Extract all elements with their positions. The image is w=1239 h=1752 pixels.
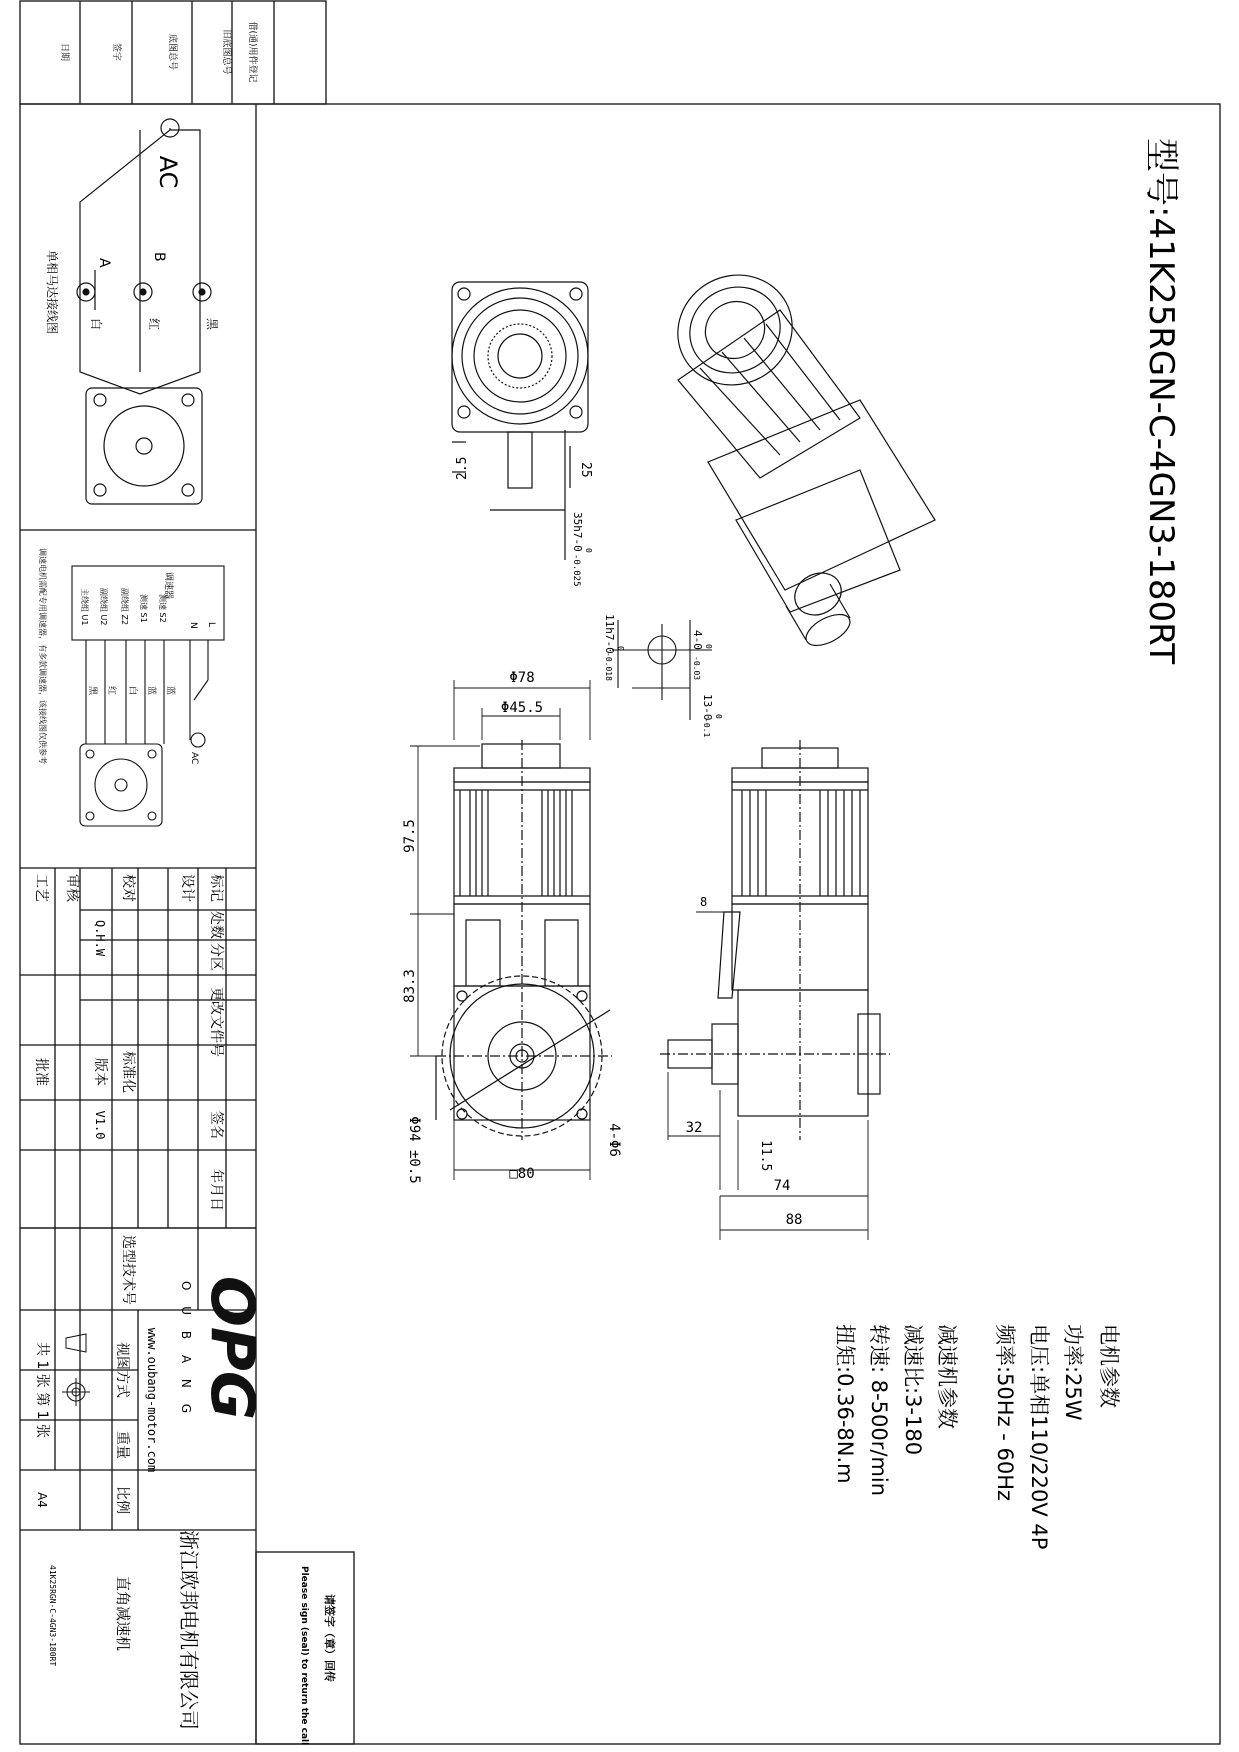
wiring1-b: B (151, 252, 167, 262)
wiring2-color-3: 白 (127, 686, 137, 696)
return-cn: 请签字（章）回传 (323, 1594, 336, 1682)
company-name: 浙江欧邦电机有限公司 (177, 1530, 201, 1730)
dim-11h7-tol: -0.018 (604, 652, 613, 681)
tb-view-mode: 视图方式 (114, 1342, 130, 1398)
tb-design: 设计 (179, 874, 195, 902)
tb-change-doc: 更改文件号 (208, 987, 224, 1057)
dim-13-tol: -0.1 (702, 718, 711, 738)
wiring2-color-4: 红 (106, 686, 116, 696)
dim-35h7-tol-zero: 0 (584, 548, 593, 553)
tb-paper: A4 (35, 1492, 49, 1508)
wiring2-l: L (206, 622, 216, 628)
dim-32: 32 (685, 1120, 703, 1136)
front-view-dims (402, 670, 622, 1184)
tb-selection: 选型技术号 (120, 1235, 136, 1305)
strip-old-base-no: 旧底图总号 (221, 29, 231, 75)
wiring2-u1: 主绕组 U1 (80, 588, 89, 626)
wiring2-n: N (188, 622, 198, 629)
parameters (833, 1324, 1121, 1549)
wiring1-black: 黑 (205, 318, 219, 331)
wiring-diagram-single-phase (45, 119, 219, 504)
tb-count: 处数 (208, 911, 224, 939)
model-title: 型号:41K25RGN-C-4GN3-180RT (1141, 138, 1181, 665)
isometric-view (658, 255, 935, 652)
tb-scale: 比例 (114, 1486, 130, 1514)
dim-88: 88 (785, 1212, 803, 1228)
wiring1-white: 白 (89, 318, 103, 331)
dim-97-5: 97.5 (402, 819, 418, 853)
motor-voltage: 电压:单相110/220V 4P (1027, 1324, 1051, 1550)
tb-sign: 签名 (208, 1111, 224, 1139)
wiring1-red: 红 (147, 318, 161, 331)
wiring1-ac: AC (154, 155, 182, 189)
tb-weight: 重量 (114, 1431, 130, 1459)
dim-2-5: 2.5 (455, 456, 470, 480)
side-view (660, 740, 890, 1140)
wiring2-note: 调速电机需配专用调速器，有多款调速器，该接线图仅供参考 (38, 548, 47, 764)
strip-borrow: 借(通)用件登记 (247, 21, 257, 83)
tb-check: 校对 (120, 874, 136, 902)
dim-11h7-tol-zero: 0 (616, 646, 625, 651)
tb-sheets: 共 1 张 第 1 张 (34, 1341, 50, 1439)
tb-standard: 标准化 (120, 1051, 136, 1093)
reducer-ratio: 减速比:3-180 (901, 1324, 925, 1456)
dim-4: 4-0 (691, 630, 704, 650)
brand-website: www.oubang-motor.com (145, 1327, 159, 1473)
wiring2-color-5: 黑 (87, 686, 97, 696)
tb-zone: 分区 (208, 943, 224, 971)
dim-11-5: 11.5 (758, 1140, 773, 1172)
dim-4-tol-zero: 0 (704, 644, 713, 649)
tb-mark: 标记 (208, 874, 224, 902)
return-en: Please sign (seal) to return the call (299, 1566, 309, 1746)
dim-25: 25 (578, 462, 593, 478)
dim-8: 8 (700, 895, 708, 909)
strip-sign: 签字 (111, 42, 121, 62)
tb-process: 工艺 (33, 874, 49, 902)
dim-13-tol-zero: 0 (714, 714, 723, 719)
dim-square-80: □80 (509, 1166, 535, 1182)
model-code: 41K25RGN-C-4GN3-180RT (48, 1565, 57, 1667)
wiring2-color-1: 蓝 (165, 686, 175, 696)
wiring2-z2: 副绕组 Z2 (120, 588, 129, 626)
brand-logo: OPG (197, 1275, 267, 1421)
dim-phi45-5: Φ45.5 (500, 700, 544, 716)
motor-params-heading: 电机参数 (1097, 1324, 1121, 1408)
tb-designer: Q.H.W (93, 919, 107, 957)
wiring2-controller: 调速器 (163, 572, 173, 600)
tb-version: 版本 (92, 1058, 108, 1086)
dim-35h7: 35h7-0 (571, 512, 584, 552)
wiring2-s1: 测速 S1 (139, 594, 148, 623)
dim-pcd: Φ94 ±0.5 (406, 1116, 422, 1184)
brand-letters: O U B A N G (179, 1280, 193, 1420)
reducer-torque: 扭矩:0.36-8N.m (833, 1324, 857, 1484)
reducer-params-heading: 减速机参数 (935, 1324, 959, 1429)
motor-power: 功率:25W (1061, 1324, 1085, 1421)
dim-13: 13-0 (701, 694, 714, 721)
product-name: 直角减速机 (114, 1576, 132, 1652)
motor-frequency: 频率:50Hz - 60Hz (993, 1324, 1017, 1502)
shaft-section-dims (603, 614, 723, 737)
dim-35h7-tol: -0.025 (571, 554, 581, 587)
tb-date-ymd: 年月日 (208, 1169, 224, 1211)
dim-4-tol: -0.03 (692, 656, 701, 681)
dim-holes: 4-Φ6 (606, 1123, 622, 1157)
wiring-diagram-speed-control (37, 548, 224, 826)
strip-base-no: 底图总号 (167, 33, 177, 71)
front-view (436, 740, 612, 1140)
dim-83-3: 83.3 (402, 969, 418, 1003)
reducer-speed: 转速: 8-500r/min (867, 1324, 891, 1497)
wiring2-s2: 测速 S2 (158, 594, 167, 623)
tb-approve: 批准 (33, 1058, 49, 1086)
end-view-dims (455, 457, 593, 587)
dim-phi78: Φ78 (509, 670, 535, 686)
wiring1-a: A (96, 258, 112, 268)
wiring2-u2: 副绕组 U2 (99, 588, 108, 626)
dim-11h7: 11h7-0 (603, 614, 616, 654)
top-strip-labels (59, 21, 259, 82)
wiring1-title: 单相马达接线图 (45, 250, 59, 335)
wiring2-ac: AC (189, 752, 199, 765)
tb-version-val: V1.0 (93, 1110, 107, 1140)
dim-74: 74 (773, 1178, 791, 1194)
tb-review: 审核 (64, 874, 80, 902)
motor-end-view (452, 282, 588, 560)
strip-date: 日期 (59, 42, 69, 62)
wiring2-color-2: 蓝 (146, 686, 156, 696)
